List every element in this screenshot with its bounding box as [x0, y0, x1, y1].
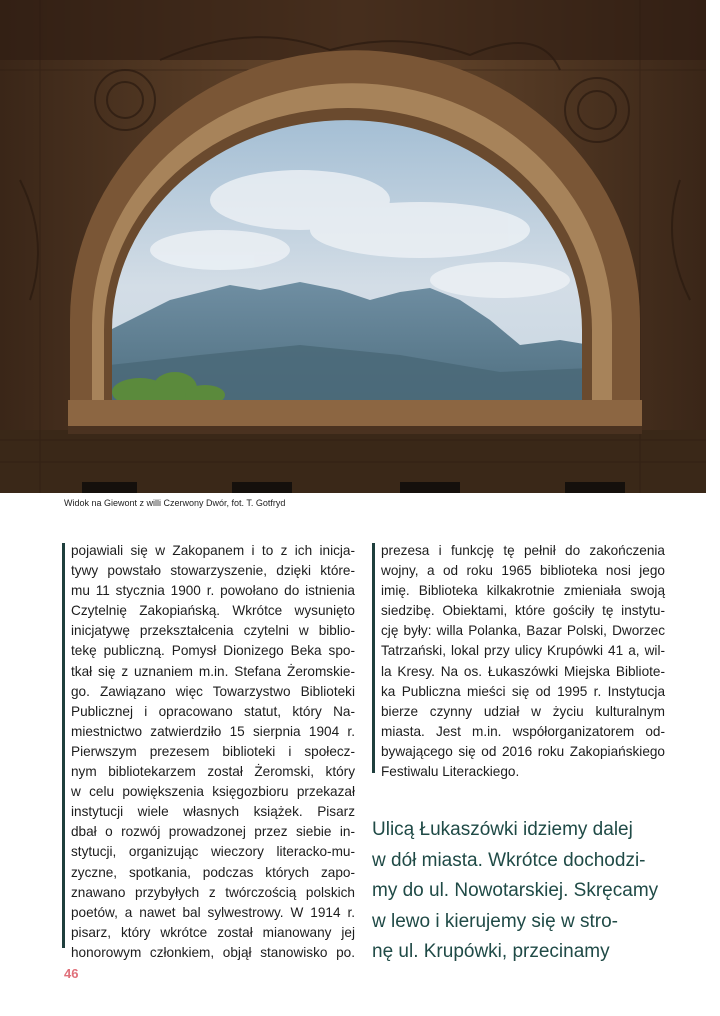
text-line: tekę publiczną. Pomysł Dionizego Beka spo- [71, 643, 355, 659]
text-line: wojny, a od roku 1965 biblioteka nosi jego [381, 563, 665, 579]
text-line: dbał o rozwój prowadzonej przez siebie in- [71, 824, 355, 840]
text-line: imię. Biblioteka kilkakrotnie zmieniała swoją [381, 583, 665, 599]
lead-line: w lewo i kierujemy się w stro- [372, 910, 618, 932]
text-line: instytucji wiele własnych książek. Pisarz [71, 804, 355, 820]
paragraph [372, 541, 665, 782]
lead-paragraph [372, 815, 672, 968]
text-line: tkał się z uznaniem m.in. Stefana Żeromskie- [71, 663, 355, 679]
lead-line: my do ul. Nowotarskiej. Skręcamy [372, 880, 659, 901]
text-line: znawano przybyłych z twórczością polskich [71, 884, 355, 900]
text-line: tywy powstało stowarzyszenie, dzięki które- [71, 563, 355, 579]
text-line: mu 11 stycznia 1900 r. powołano do istnienia [71, 583, 355, 599]
text-line: inicjatywę przekształcenia czytelni w biblio- [71, 623, 355, 639]
text-line: Czytelnię Zakopiańską. Wkrótce wysunięto [71, 603, 355, 619]
paragraph [62, 541, 355, 963]
text-line: Publicznej i opracowano statut, który Na- [71, 703, 355, 719]
text-line: la Kresy. Na os. Łukaszówki Miejska Bibliote- [381, 663, 665, 679]
text-line: w celu powiększenia księgozbioru przekazał [71, 784, 355, 800]
text-line: bywającego się od 2016 roku Zakopiańskiego [381, 743, 665, 759]
text-line: zyczne, spotkania, podczas których zapo- [71, 864, 355, 880]
text-line: poetów, a nawet bal sylwestrowy. W 1914 r. [71, 904, 355, 920]
text-line: Tatrzański, lokal przy ulicy Krupówki 41 a, wil- [381, 643, 665, 659]
window-photo [0, 0, 706, 493]
column-accent-bar [62, 543, 65, 948]
text-line: miestnictwo zatwierdziło 15 sierpnia 1904 r. [71, 723, 355, 739]
text-line: siedzibę. Obiektami, które gościły tę instytu- [381, 603, 665, 619]
text-line: miasta. Jest m.in. współorganizatorem od- [381, 723, 665, 739]
text-line: go. Zawiązano więc Towarzystwo Biblioteki [71, 683, 355, 699]
text-line: pojawiali się w Zakopanem i to z ich inicja- [71, 543, 355, 558]
text-line: prezesa i funkcję tę pełnił do zakończenia [381, 543, 665, 558]
giewont-window-illustration [0, 0, 706, 493]
text-line: Festiwalu Literackiego. [381, 764, 520, 780]
text-line: stytucji, organizując wieczory literacko-mu- [71, 844, 355, 860]
text-line: bierze czynny udział w życiu kulturalnym [381, 703, 665, 719]
text-line: cję były: willa Polanka, Bazar Polski, Dworzec [381, 623, 665, 639]
lead-line: nę ul. Krupówki, przecinamy [372, 941, 610, 962]
lead-line: Ulicą Łukaszówki idziemy dalej [372, 819, 633, 840]
column-accent-bar [372, 543, 375, 773]
lead-line: w dół miasta. Wkrótce dochodzi- [372, 849, 646, 871]
text-line: Pierwszym prezesem biblioteki i społecz- [71, 743, 355, 759]
text-line: ka Publiczna mieści się od 1995 r. Instytucja [381, 683, 665, 699]
text-column-left [62, 541, 355, 963]
photo-caption: Widok na Giewont z willi Czerwony Dwór, fot. T. Gotfryd [64, 498, 286, 508]
text-line: pisarz, który wkrótce został mianowany jej [71, 924, 355, 940]
page-number: 46 [64, 966, 79, 981]
text-line: honorowym członkiem, objął stanowisko po. [71, 944, 355, 960]
text-line: nym bibliotekarzem został Żeromski, który [71, 764, 355, 780]
text-column-right [372, 541, 665, 782]
